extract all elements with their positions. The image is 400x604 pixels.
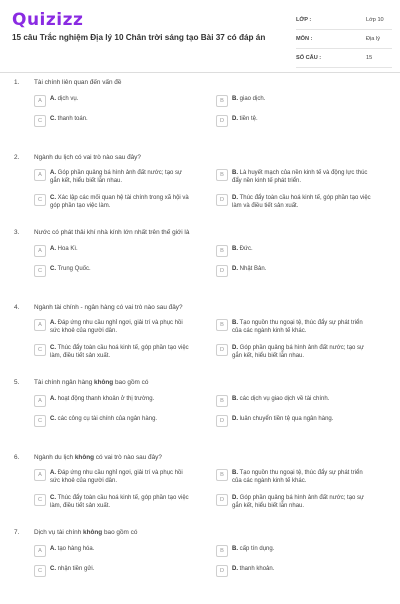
question-text	[34, 529, 374, 536]
option-label: D.	[232, 566, 238, 572]
option-content: hoạt động thanh khoản ở thị trường.	[57, 396, 155, 402]
question-text	[34, 454, 374, 461]
option-text	[232, 470, 372, 485]
option-text	[232, 396, 372, 404]
option-label: A.	[50, 170, 56, 176]
option-label: C.	[50, 566, 56, 572]
option-text	[50, 170, 190, 185]
question-text-part: bao gồm có	[113, 379, 149, 386]
option-text	[50, 246, 190, 254]
question	[0, 454, 400, 529]
option-text	[50, 266, 190, 274]
option-letter-box: D	[216, 415, 228, 427]
question-text-part: Dịch vụ tài chính	[34, 529, 84, 536]
option-text	[50, 116, 190, 124]
option-label: C.	[50, 116, 56, 122]
option-content: Là huyết mạch của nền kinh tế và động lực thúc đẩy nền kinh tế phát triển.	[232, 170, 368, 184]
option-content: Góp phần quảng bá hình ảnh đất nước; tạo sự gắn kết, hiểu biết lẫn nhau.	[232, 345, 365, 359]
question-number: 4.	[14, 304, 20, 311]
option-text	[50, 566, 190, 574]
meta-row-subject	[296, 33, 392, 49]
option-letter-box: D	[216, 494, 228, 506]
question-number: 6.	[14, 454, 20, 461]
option-label: D.	[232, 416, 238, 422]
meta-value: 15	[366, 55, 373, 61]
option-label: A.	[50, 96, 56, 102]
option-letter-box: D	[216, 265, 228, 277]
option-label: B.	[232, 320, 238, 326]
option-label: C.	[50, 195, 56, 201]
question	[0, 529, 400, 604]
question	[0, 379, 400, 454]
question-number: 2.	[14, 154, 20, 161]
option-letter-box: C	[34, 194, 46, 206]
option-content: các dịch vụ giao dịch về tài chính.	[239, 396, 330, 402]
option-letter-box: B	[216, 95, 228, 107]
option-label: B.	[232, 546, 238, 552]
option-content: Đáp ứng nhu cầu nghỉ ngơi, giải trí và phục hồi sức khoẻ của người dân.	[50, 320, 183, 334]
option-label: D.	[232, 345, 238, 351]
header-divider	[0, 72, 400, 73]
option-content: Xác lập các mối quan hệ tài chính trong xã hội và góp phần tạo việc làm.	[50, 195, 189, 209]
option-letter-box: A	[34, 245, 46, 257]
option-label: D.	[232, 266, 238, 272]
option-letter-box: B	[216, 245, 228, 257]
option-label: D.	[232, 116, 238, 122]
option-letter-box: A	[34, 319, 46, 331]
option-letter-box: B	[216, 319, 228, 331]
question-text-part: bao gồm có	[102, 529, 138, 536]
worksheet-title: 15 câu Trắc nghiệm Địa lý 10 Chân trời sáng tạo Bài 37 có đáp án	[12, 33, 266, 42]
option-text	[232, 320, 372, 335]
option-letter-box: D	[216, 194, 228, 206]
option-letter-box: B	[216, 169, 228, 181]
meta-value: Lớp 10	[366, 17, 384, 23]
option-text	[232, 416, 372, 424]
option-content: Tạo nguồn thu ngoại tệ, thúc đẩy sự phát triển của các ngành kinh tế khác.	[232, 470, 363, 484]
option-letter-box: D	[216, 565, 228, 577]
option-content: Thúc đẩy toàn cầu hoá kinh tế, góp phần tạo việc làm và điều tiết sản xuất.	[232, 195, 371, 209]
option-content: Đức.	[239, 246, 253, 252]
question-number: 7.	[14, 529, 20, 536]
option-content: cấp tín dụng.	[239, 546, 275, 552]
option-label: B.	[232, 246, 238, 252]
option-text	[232, 170, 372, 185]
meta-row-class	[296, 14, 392, 30]
option-letter-box: C	[34, 344, 46, 356]
quizizz-logo: Quizizz	[12, 10, 84, 30]
question-emphasis: không	[74, 454, 95, 461]
option-content: Thúc đẩy toàn cầu hoá kinh tế, góp phần tạo việc làm, điều tiết sản xuất.	[50, 345, 189, 359]
option-text	[232, 345, 372, 360]
option-content: Nhật Bản.	[239, 266, 267, 272]
question-number: 1.	[14, 79, 20, 86]
option-content: các công cụ tài chính của ngân hàng.	[57, 416, 158, 422]
option-text	[50, 195, 190, 210]
option-letter-box: D	[216, 115, 228, 127]
option-letter-box: B	[216, 395, 228, 407]
option-label: A.	[50, 396, 56, 402]
option-text	[50, 495, 190, 510]
question	[0, 229, 400, 304]
option-text	[50, 396, 190, 404]
question-text: Ngành du lịch có vai trò nào sau đây?	[34, 154, 141, 161]
option-label: D.	[232, 495, 238, 501]
option-label: B.	[232, 96, 238, 102]
option-content: Hoa Kì.	[57, 246, 78, 252]
option-letter-box: A	[34, 95, 46, 107]
question	[0, 79, 400, 154]
worksheet-header	[0, 0, 400, 72]
option-letter-box: C	[34, 494, 46, 506]
option-text	[50, 546, 190, 554]
option-label: B.	[232, 170, 238, 176]
option-content: thanh toán.	[57, 116, 88, 122]
option-content: Trung Quốc.	[57, 266, 91, 272]
option-content: tạo hàng hóa.	[57, 546, 95, 552]
option-letter-box: C	[34, 415, 46, 427]
option-label: B.	[232, 396, 238, 402]
option-letter-box: C	[34, 115, 46, 127]
option-text	[232, 96, 372, 104]
option-content: nhận tiền gửi.	[57, 566, 95, 572]
option-letter-box: A	[34, 469, 46, 481]
option-content: Tạo nguồn thu ngoại tệ, thúc đẩy sự phát triển của các ngành kinh tế khác.	[232, 320, 363, 334]
option-content: tiền tệ.	[239, 116, 258, 122]
question-text: Tài chính liên quan đến vấn đề	[34, 79, 122, 86]
question-number: 3.	[14, 229, 20, 236]
option-content: Góp phần quảng bá hình ảnh đất nước; tạo sự gắn kết, hiểu biết lẫn nhau.	[50, 170, 183, 184]
question-text	[34, 379, 374, 386]
option-label: C.	[50, 345, 56, 351]
worksheet-meta	[296, 14, 392, 71]
meta-value: Địa lý	[366, 36, 380, 42]
option-label: C.	[50, 416, 56, 422]
question-text-part: Ngành du lịch	[34, 454, 75, 461]
option-letter-box: B	[216, 469, 228, 481]
option-content: luân chuyển tiền tệ qua ngân hàng.	[239, 416, 334, 422]
option-letter-box: A	[34, 395, 46, 407]
option-text	[50, 470, 190, 485]
option-content: giao dịch.	[239, 96, 266, 102]
option-letter-box: C	[34, 565, 46, 577]
option-text	[50, 345, 190, 360]
meta-label: LỚP :	[296, 17, 312, 23]
question	[0, 304, 400, 379]
option-text	[232, 116, 372, 124]
question-text: Ngành tài chính - ngân hàng có vai trò nào sau đây?	[34, 304, 183, 311]
option-text	[232, 266, 372, 274]
option-text	[50, 416, 190, 424]
question-text-part: Tài chính ngân hàng	[34, 379, 95, 386]
option-text	[50, 96, 190, 104]
option-content: thanh khoản.	[239, 566, 275, 572]
option-label: B.	[232, 470, 238, 476]
option-label: A.	[50, 320, 56, 326]
option-text	[232, 246, 372, 254]
option-label: C.	[50, 266, 56, 272]
option-text	[50, 320, 190, 335]
option-content: Góp phần quảng bá hình ảnh đất nước; tạo sự gắn kết, hiểu biết lẫn nhau.	[232, 495, 365, 509]
option-letter-box: A	[34, 545, 46, 557]
option-text	[232, 195, 372, 210]
option-content: dịch vụ.	[57, 96, 79, 102]
meta-row-count	[296, 52, 392, 68]
question	[0, 154, 400, 229]
option-label: D.	[232, 195, 238, 201]
option-label: A.	[50, 470, 56, 476]
option-letter-box: B	[216, 545, 228, 557]
option-text	[232, 495, 372, 510]
question-text-part: có vai trò nào sau đây?	[94, 454, 162, 461]
question-number: 5.	[14, 379, 20, 386]
question-list	[0, 79, 400, 604]
meta-label: MÔN :	[296, 36, 313, 42]
question-emphasis: không	[94, 379, 114, 386]
option-content: Thúc đẩy toàn cầu hoá kinh tế, góp phần tạo việc làm, điều tiết sản xuất.	[50, 495, 189, 509]
option-letter-box: D	[216, 344, 228, 356]
meta-label: SỐ CÂU :	[296, 55, 322, 61]
option-label: A.	[50, 246, 56, 252]
option-label: C.	[50, 495, 56, 501]
question-emphasis: không	[83, 529, 103, 536]
option-letter-box: A	[34, 169, 46, 181]
question-text: Nước có phát thải khí nhà kính lớn nhất trên thế giới là	[34, 229, 190, 236]
option-content: Đáp ứng nhu cầu nghỉ ngơi, giải trí và phục hồi sức khoẻ của người dân.	[50, 470, 183, 484]
option-letter-box: C	[34, 265, 46, 277]
option-text	[232, 546, 372, 554]
option-label: A.	[50, 546, 56, 552]
option-text	[232, 566, 372, 574]
